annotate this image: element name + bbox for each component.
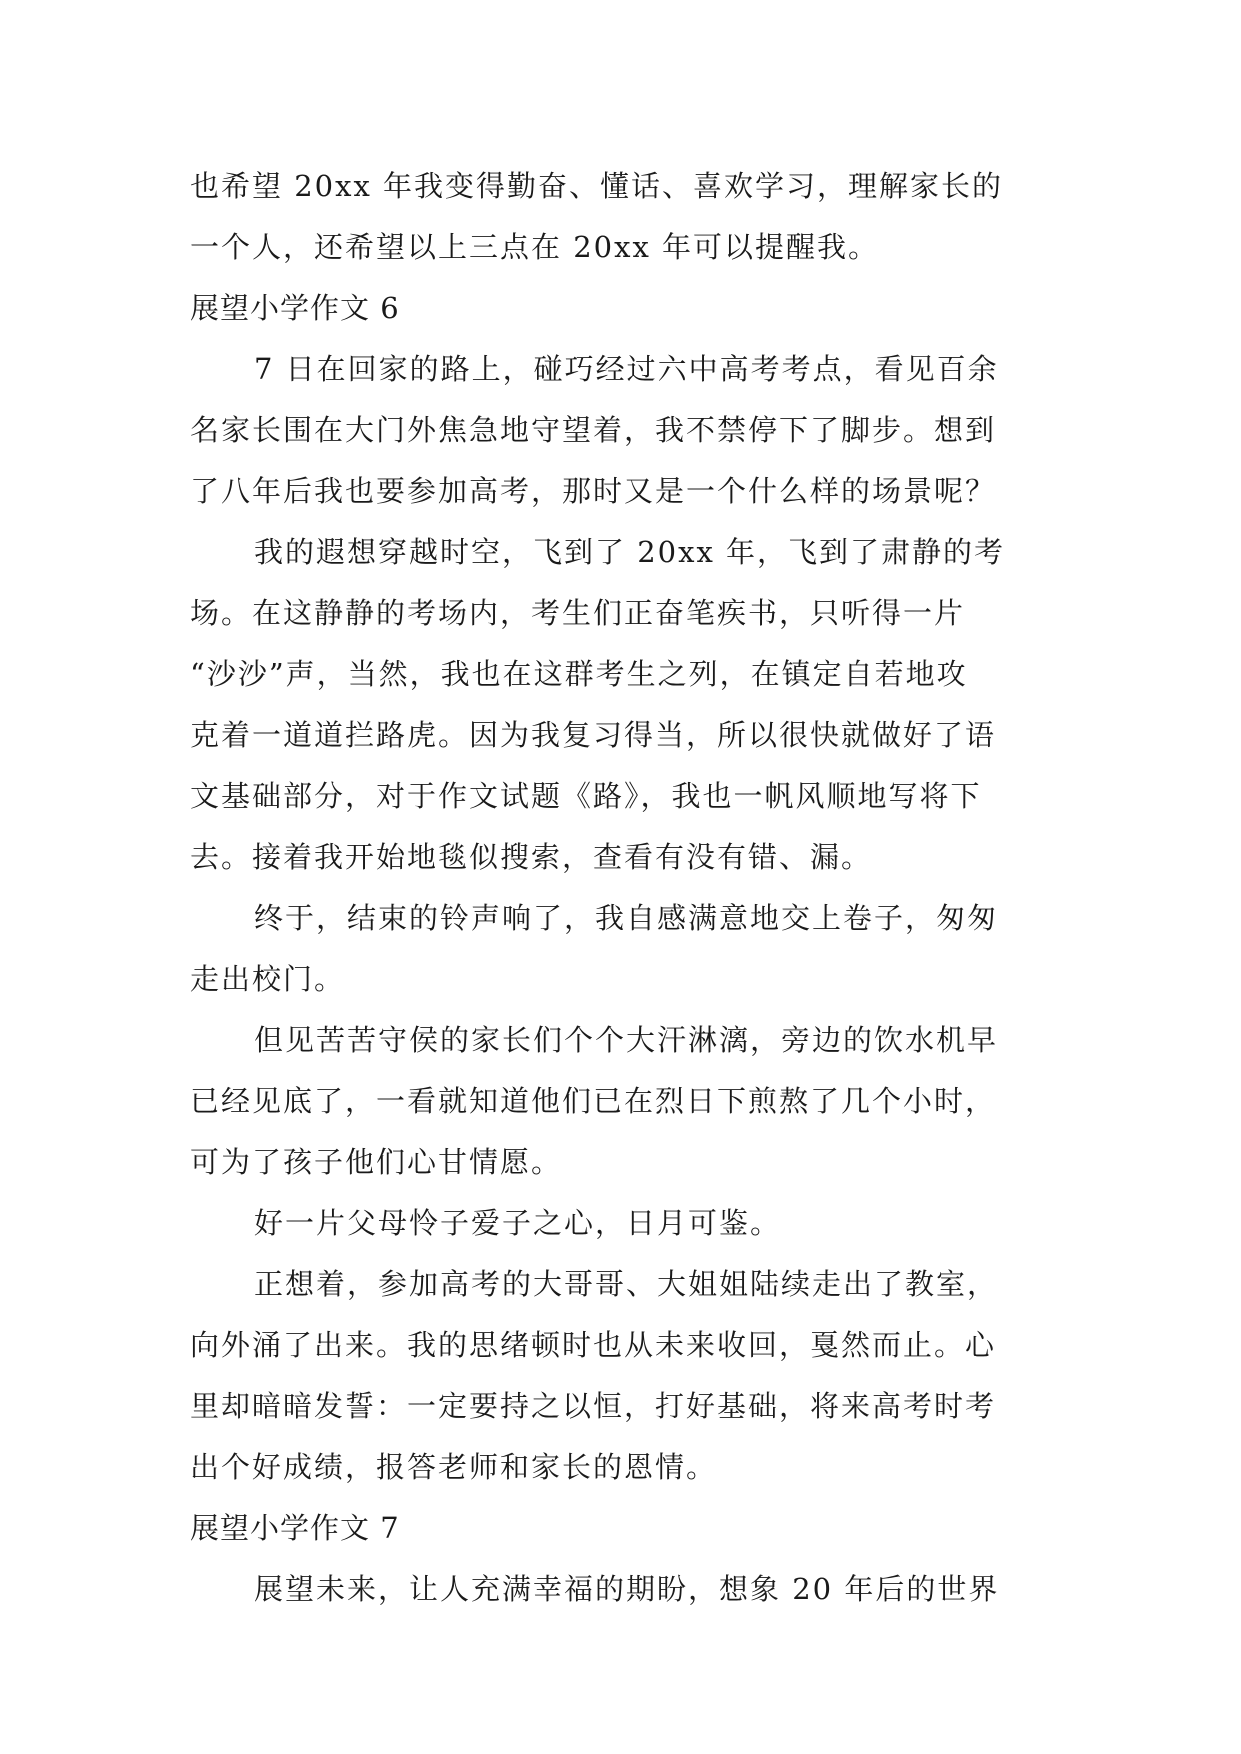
text-line: 也希望 20xx 年我变得勤奋、懂话、喜欢学习，理解家长的 (190, 169, 1004, 203)
paragraph-first-line: 好一片父母怜子爱子之心，日月可鉴。 (254, 1206, 782, 1240)
text-line: 向外涌了出来。我的思绪顿时也从未来收回，戛然而止。心 (190, 1328, 997, 1362)
text-line: 去。接着我开始地毯似搜索，查看有没有错、漏。 (190, 840, 873, 874)
paragraph-first-line: 正想着，参加高考的大哥哥、大姐姐陆续走出了教室， (254, 1267, 999, 1301)
text-line: 场。在这静静的考场内，考生们正奋笔疾书，只听得一片 (190, 596, 966, 630)
text-line: “沙沙”声，当然，我也在这群考生之列，在镇定自若地攻 (190, 657, 968, 691)
paragraph-first-line: 展望未来，让人充满幸福的期盼，想象 20 年后的世界 (254, 1572, 1000, 1606)
document-body (190, 156, 1050, 1620)
text-line: 名家长围在大门外焦急地守望着，我不禁停下了脚步。想到 (190, 413, 997, 447)
text-line: 里却暗暗发誓：一定要持之以恒，打好基础，将来高考时考 (190, 1389, 997, 1423)
text-line: 可为了孩子他们心甘情愿。 (190, 1145, 563, 1179)
paragraph-first-line: 终于，结束的铃声响了，我自感满意地交上卷子，匆匆 (254, 901, 999, 935)
section-heading: 展望小学作文 7 (190, 1511, 400, 1545)
text-line: 文基础部分，对于作文试题《路》，我也一帆风顺地写将下 (190, 779, 982, 813)
text-line: 了八年后我也要参加高考，那时又是一个什么样的场景呢？ (190, 474, 997, 508)
text-line: 一个人，还希望以上三点在 20xx 年可以提醒我。 (190, 230, 880, 264)
text-line: 克着一道道拦路虎。因为我复习得当，所以很快就做好了语 (190, 718, 997, 752)
text-line: 出个好成绩，报答老师和家长的恩情。 (190, 1450, 718, 1484)
section-heading: 展望小学作文 6 (190, 291, 400, 325)
paragraph-first-line: 但见苦苦守侯的家长们个个大汗淋漓，旁边的饮水机早 (254, 1023, 999, 1057)
paragraph-first-line: 7 日在回家的路上，碰巧经过六中高考考点，看见百余 (254, 352, 999, 386)
text-line: 走出校门。 (190, 962, 346, 996)
paragraph-first-line: 我的遐想穿越时空，飞到了 20xx 年，飞到了肃静的考 (254, 535, 1006, 569)
text-line: 已经见底了，一看就知道他们已在烈日下煎熬了几个小时， (190, 1084, 997, 1118)
